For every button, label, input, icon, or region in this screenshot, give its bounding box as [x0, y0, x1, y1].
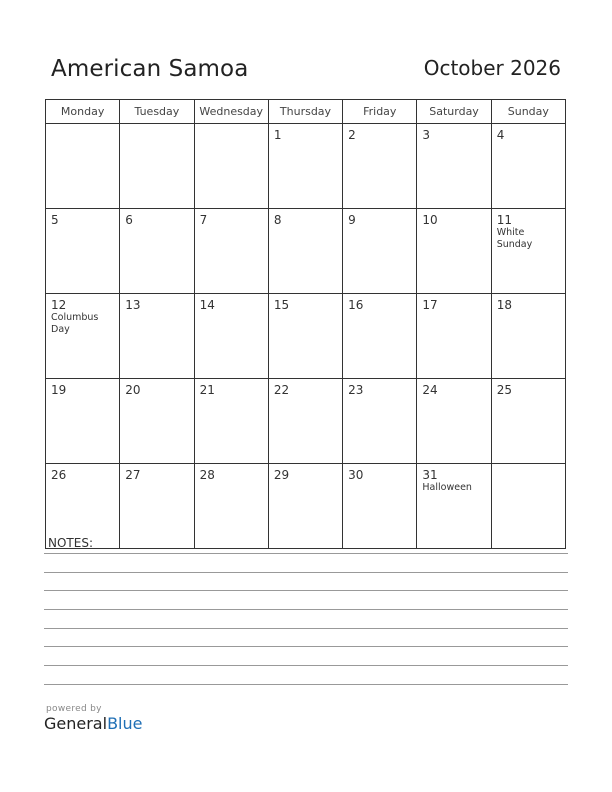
notes-label: NOTES:	[48, 536, 93, 550]
weekday-header: Tuesday	[120, 100, 194, 124]
day-cell	[268, 124, 342, 209]
day-cell	[343, 294, 417, 379]
day-number: 6	[125, 213, 133, 227]
day-number: 20	[125, 383, 141, 397]
day-number: 12	[51, 298, 67, 312]
day-number: 9	[348, 213, 356, 227]
day-number: 22	[273, 383, 290, 397]
day-cell	[491, 379, 565, 464]
notes-line	[44, 646, 568, 647]
day-number: 23	[348, 383, 364, 397]
day-number: 31	[422, 468, 438, 482]
day-number: 11	[496, 213, 512, 227]
weekday-header: Monday	[46, 100, 120, 124]
day-number: 5	[51, 213, 59, 227]
brand-blue: Blue	[107, 714, 143, 733]
day-cell	[268, 464, 342, 549]
day-cell	[343, 379, 417, 464]
day-cell	[46, 294, 120, 379]
weekday-header: Saturday	[417, 100, 491, 124]
day-number: 19	[51, 383, 67, 397]
notes-line	[44, 572, 568, 573]
day-number: 17	[422, 298, 438, 312]
day-number: 7	[199, 213, 208, 227]
weekday-header: Sunday	[491, 100, 565, 124]
day-number: 21	[199, 383, 215, 397]
day-cell	[120, 379, 194, 464]
day-cell	[417, 294, 491, 379]
day-number: 3	[422, 128, 431, 142]
day-cell	[343, 124, 417, 209]
weekday-header: Friday	[343, 100, 417, 124]
day-number: 18	[496, 298, 512, 312]
notes-line	[44, 590, 568, 591]
page-title: American Samoa	[51, 56, 249, 82]
day-number: 24	[422, 383, 438, 397]
day-cell	[491, 294, 565, 379]
day-number: 16	[348, 298, 364, 312]
day-number: 15	[273, 298, 290, 312]
day-number: 10	[422, 213, 438, 227]
notes-line	[44, 553, 568, 554]
day-number: 13	[125, 298, 141, 312]
holiday-label: Columbus Day	[51, 312, 99, 335]
day-number: 29	[273, 468, 290, 482]
day-number: 2	[348, 128, 356, 142]
week-row	[46, 294, 566, 379]
weekday-header: Thursday	[268, 100, 342, 124]
day-cell	[194, 464, 268, 549]
week-row	[46, 209, 566, 294]
day-cell	[343, 209, 417, 294]
week-row	[46, 124, 566, 209]
day-cell	[194, 124, 268, 209]
day-cell	[46, 209, 120, 294]
day-cell	[417, 209, 491, 294]
day-cell	[194, 379, 268, 464]
day-cell	[120, 124, 194, 209]
day-cell	[46, 124, 120, 209]
day-cell	[491, 124, 565, 209]
day-cell	[343, 464, 417, 549]
weekday-header-row	[46, 100, 566, 124]
notes-line	[44, 665, 568, 666]
day-number: 27	[125, 468, 141, 482]
day-number: 1	[273, 128, 282, 142]
holiday-label: Halloween	[422, 482, 472, 493]
day-number: 4	[496, 128, 505, 142]
holiday-label: White Sunday	[496, 227, 533, 250]
day-number: 26	[51, 468, 67, 482]
week-row	[46, 464, 566, 549]
day-number: 30	[348, 468, 364, 482]
day-number: 28	[199, 468, 215, 482]
day-cell	[120, 209, 194, 294]
day-number: 8	[273, 213, 282, 227]
day-cell	[491, 209, 565, 294]
weekday-header: Wednesday	[194, 100, 268, 124]
day-cell	[417, 124, 491, 209]
day-cell	[194, 209, 268, 294]
month-year-label: October 2026	[423, 56, 561, 80]
brand-general: General	[44, 714, 108, 733]
week-row	[46, 379, 566, 464]
notes-line	[44, 628, 568, 629]
day-number: 14	[199, 298, 215, 312]
day-cell	[417, 379, 491, 464]
day-cell	[417, 464, 491, 549]
day-cell	[268, 294, 342, 379]
brand-name	[44, 714, 142, 733]
day-cell	[194, 294, 268, 379]
day-number: 25	[496, 383, 512, 397]
day-cell	[268, 209, 342, 294]
day-cell	[46, 379, 120, 464]
calendar-grid	[45, 99, 566, 549]
powered-by-text: powered by	[46, 704, 102, 714]
day-cell	[120, 294, 194, 379]
day-cell	[120, 464, 194, 549]
notes-line	[44, 684, 568, 685]
day-cell	[268, 379, 342, 464]
day-cell	[491, 464, 565, 549]
notes-line	[44, 609, 568, 610]
brand-logo	[44, 704, 142, 733]
